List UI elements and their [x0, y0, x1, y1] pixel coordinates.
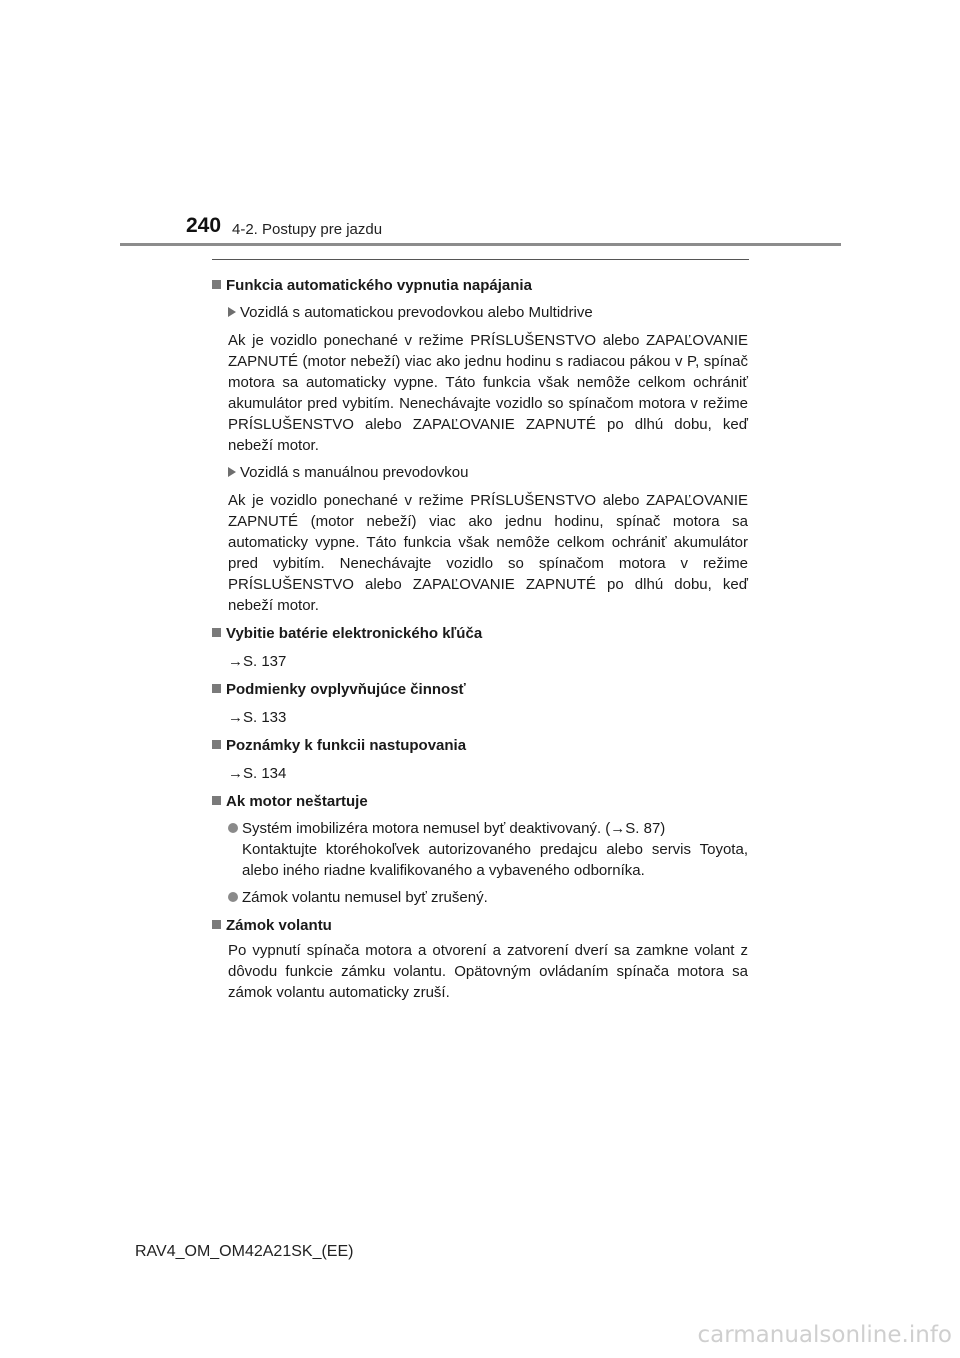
triangle-right-icon	[228, 467, 236, 477]
section-heading: Ak motor neštartuje	[212, 791, 748, 812]
paragraph: Ak je vozidlo ponechané v režime PRÍSLUŠENSTVO alebo ZAPAĽOVANIE ZAPNUTÉ (motor nebeží) viac ako jednu hodinu s radiacou pákou v P, spínač motora sa automaticky vypne. Táto funkcia však nemôže celkom ochrániť akumulátor pred vybitím. Nenechávajte vozidlo so spínačom motora v režime PRÍSLUŠENSTVO alebo ZAPAĽOVANIE ZAPNUTÉ po dlhú dobu, keď nebeží motor.	[228, 332, 748, 454]
triangle-right-icon	[228, 307, 236, 317]
section-title: 4-2. Postupy pre jazdu	[232, 221, 383, 238]
circle-bullet-icon	[228, 823, 238, 833]
page-reference: →S. 134	[228, 765, 287, 782]
page-reference: →S. 137	[228, 653, 287, 670]
page-reference: →S. 133	[228, 709, 287, 726]
paragraph: Po vypnutí spínača motora a otvorení a zatvorení dverí sa zamkne volant z dôvodu funkcie zámku volantu. Opätovným ovládaním spínača motora sa zámok volantu automaticky zruší.	[228, 942, 748, 1001]
paragraph: Ak je vozidlo ponechané v režime PRÍSLUŠENSTVO alebo ZAPAĽOVANIE ZAPNUTÉ (motor nebeží) viac ako jednu hodinu, spínač motora sa automaticky vypne. Táto funkcia však nemôže celkom ochrániť akumulátor pred vybitím. Nenechávajte vozidlo so spínačom motora v režime PRÍSLUŠENSTVO alebo ZAPAĽOVANIE ZAPNUTÉ po dlhú dobu, keď nebeží motor.	[228, 492, 748, 614]
document-code: RAV4_OM_OM42A21SK_(EE)	[135, 1243, 354, 1260]
watermark: carmanualsonline.info	[697, 1322, 952, 1348]
page-content	[212, 268, 748, 1003]
page-number: 240	[186, 214, 222, 237]
section-heading: Zámok volantu	[212, 915, 748, 936]
square-bullet-icon	[212, 740, 221, 749]
square-bullet-icon	[212, 280, 221, 289]
page-header	[0, 0, 960, 260]
section-heading: Podmienky ovplyvňujúce činnosť	[212, 679, 748, 700]
circle-bullet-icon	[228, 892, 238, 902]
section-heading: Poznámky k funkcii nastupovania	[212, 735, 748, 756]
square-bullet-icon	[212, 684, 221, 693]
square-bullet-icon	[212, 628, 221, 637]
header-divider	[120, 243, 841, 246]
square-bullet-icon	[212, 920, 221, 929]
subheading: Vozidlá s manuálnou prevodovkou	[212, 462, 748, 483]
section-heading: Funkcia automatického vypnutia napájania	[212, 275, 748, 296]
bullet-item: Systém imobilizéra motora nemusel byť deaktivovaný. (→S. 87)	[212, 818, 748, 839]
content-divider	[212, 259, 749, 260]
bullet-continuation: Kontaktujte ktoréhokoľvek autorizovaného predajcu alebo servis Toyota, alebo iného riadne kvalifikovaného a vybaveného odborníka.	[242, 841, 748, 879]
square-bullet-icon	[212, 796, 221, 805]
subheading: Vozidlá s automatickou prevodovkou alebo Multidrive	[212, 302, 748, 323]
section-heading: Vybitie batérie elektronického kľúča	[212, 623, 748, 644]
bullet-item: Zámok volantu nemusel byť zrušený.	[212, 887, 748, 908]
